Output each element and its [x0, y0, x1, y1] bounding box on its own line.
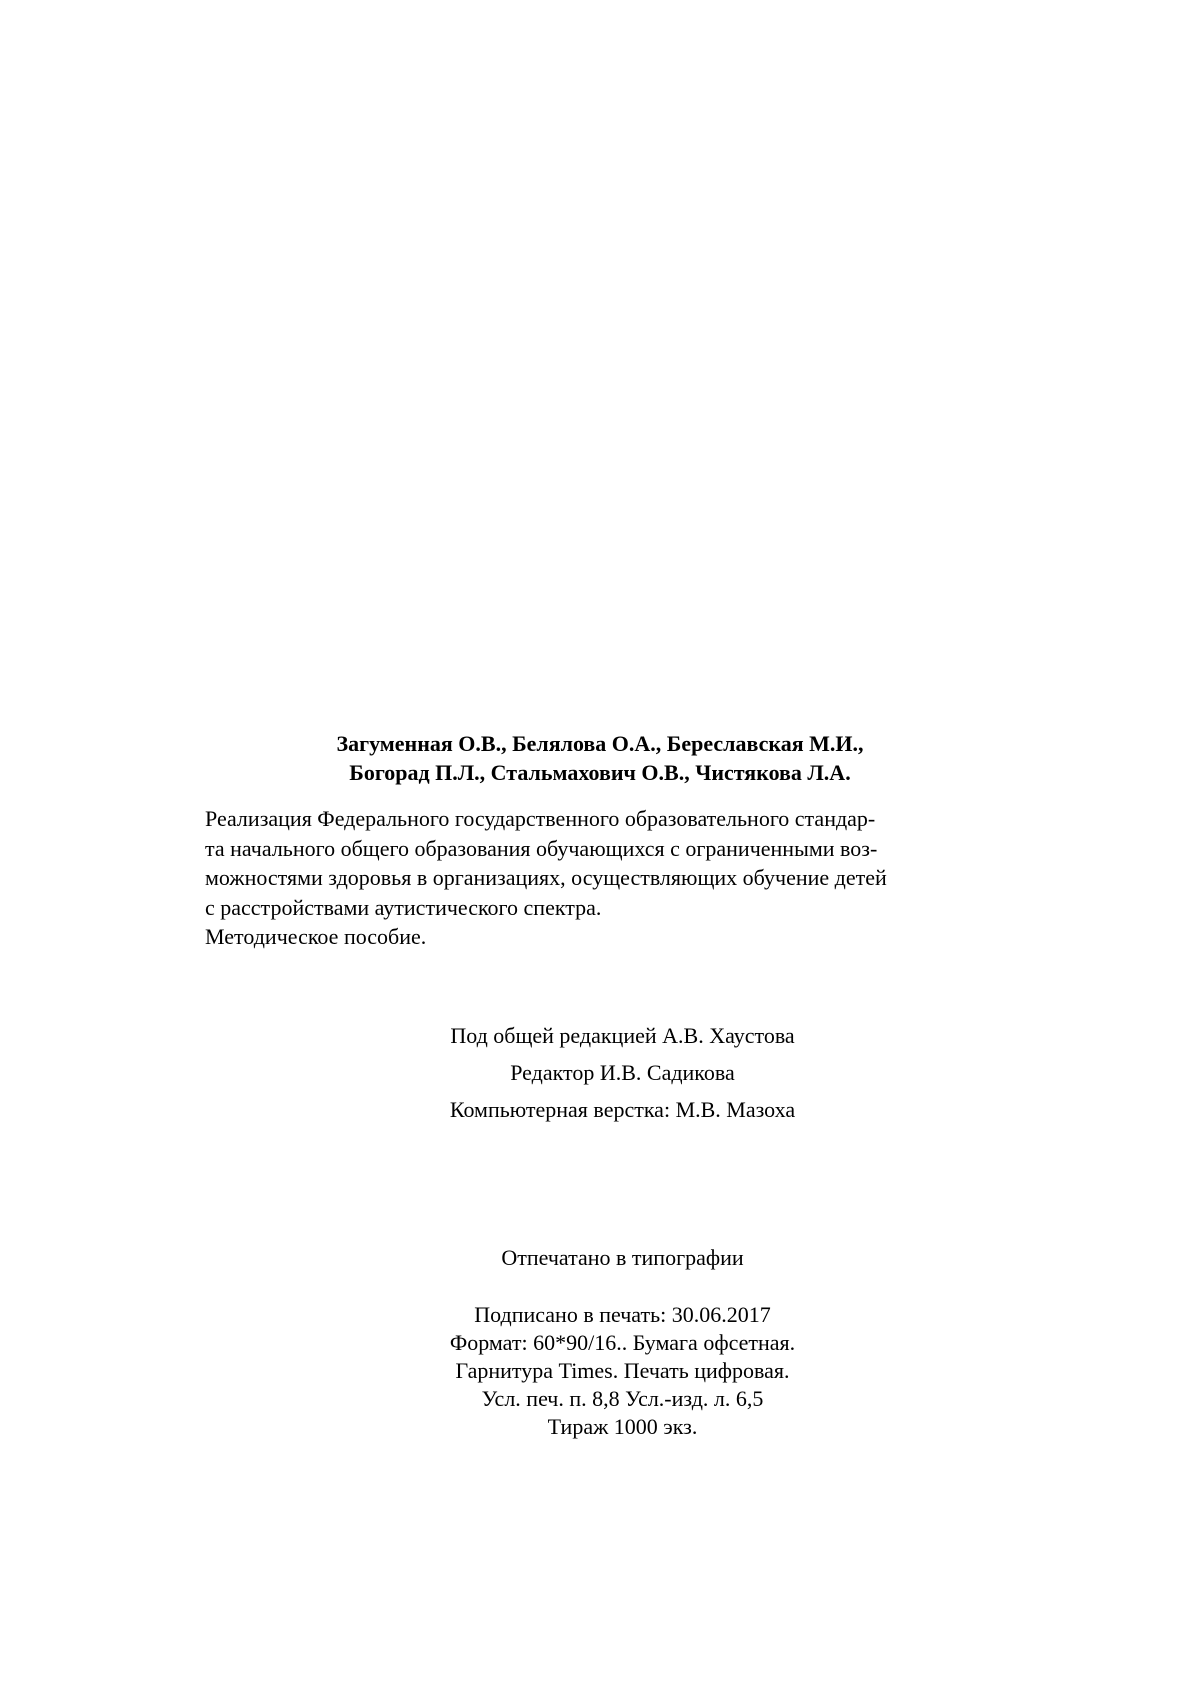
- print-run: Тираж 1000 экз.: [547, 1414, 698, 1439]
- general-editor: Под общей редакцией А.В. Хаустова: [450, 1023, 795, 1048]
- authors-line-2: Богорад П.Л., Стальмахович О.В., Чистякова Л.А.: [349, 760, 851, 785]
- signed-date: Подписано в печать: 30.06.2017: [474, 1302, 771, 1327]
- printed-sheets: Усл. печ. п. 8,8 Усл.-изд. л. 6,5: [481, 1386, 764, 1411]
- layout-designer: Компьютерная верстка: М.В. Мазоха: [449, 1097, 796, 1122]
- annotation-line: та начального общего образования обучающихся с ограниченными воз-: [205, 835, 878, 861]
- credits-block: [150, 1017, 1095, 1128]
- book-annotation: [205, 804, 1005, 952]
- printed-at: Отпечатано в типографии: [501, 1245, 744, 1270]
- paper-format: Формат: 60*90/16.. Бумага офсетная.: [449, 1330, 796, 1355]
- annotation-line: с расстройствами аутистического спектра.: [205, 894, 602, 920]
- editor: Редактор И.В. Садикова: [510, 1060, 735, 1085]
- book-genre: Методическое пособие.: [205, 924, 427, 949]
- annotation-line: Реализация Федерального государственного образовательного стандар-: [205, 806, 876, 831]
- imprint-block: [150, 1301, 1095, 1441]
- annotation-line: можностями здоровья в организациях, осуществляющих обучение детей: [205, 865, 887, 890]
- authors-block: [150, 729, 1050, 787]
- typeface-info: Гарнитура Times. Печать цифровая.: [455, 1358, 790, 1383]
- authors-line-1: Загуменная О.В., Белялова О.А., Береславская М.И.,: [336, 731, 864, 756]
